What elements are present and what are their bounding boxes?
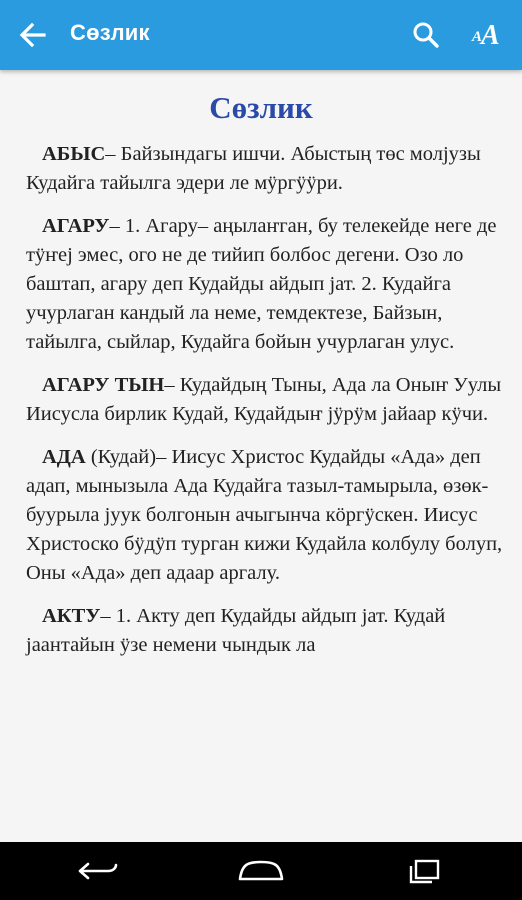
entry-term: АГАРУ ТЫН [42, 374, 165, 396]
back-button[interactable] [14, 17, 54, 53]
entry-definition: – 1. Акту деп Кудайды айдып јат. Кудай јаантайын ӱзе немени чындык ла [26, 605, 446, 656]
nav-back-button[interactable] [72, 856, 124, 886]
nav-home-icon [234, 856, 288, 886]
entry-definition: – Байзындагы ишчи. Абыстың төс молјузы Кудайга тайылга эдери ле мӱргӱӱри. [26, 143, 481, 194]
entry-definition: – 1. Агару– аңылаҥган, бу телекейде неге де тӱҥеј эмес, ого не де тийип болбос дегени. Озо ло баштап, агару деп Кудайды айдып јат. 2. Кудайга учурлаган кандый ла неме, темдектезе, Байзын, тайылга, сыйлар, Кудайга бойын учурлаган улус. [26, 215, 497, 353]
nav-recent-apps-icon [404, 856, 444, 886]
nav-recent-apps-button[interactable] [404, 856, 444, 886]
entry-term: АДА [42, 446, 86, 468]
nav-home-button[interactable] [234, 856, 288, 886]
glossary-entry [26, 140, 506, 198]
search-icon [408, 18, 444, 54]
page-title: Сөзлик [209, 90, 313, 125]
nav-back-icon [72, 856, 124, 886]
entry-definition: (Кудай)– Иисус Христос Кудайды «Ада» деп адап, мынызыла Ада Кудайга тазыл-тамырыла, өзөк-буурыла јуук болгонын ачыгынча кӧргӱскен. Иисус Христоско бӱдӱп турган кижи Кудайла колбулу болуп, Оны «Ада» деп адаар аргалу. [26, 446, 503, 584]
search-button[interactable] [408, 18, 444, 54]
glossary-content[interactable] [0, 70, 522, 842]
glossary-entry [26, 602, 506, 660]
font-size-icon-small: A [472, 29, 483, 45]
arrow-back-icon [14, 17, 54, 53]
entry-term: АКТУ [42, 605, 101, 627]
entry-term: АБЫС [42, 143, 106, 165]
glossary-entry [26, 443, 506, 588]
app-bar [0, 0, 522, 70]
system-navigation-bar [0, 842, 522, 900]
glossary-entry [26, 212, 506, 357]
entry-term: АГАРУ [42, 215, 110, 237]
glossary-entry [26, 371, 506, 429]
font-size-button[interactable] [468, 16, 510, 56]
app-bar-title: Сөзлик [70, 20, 150, 45]
font-size-icon: A [481, 20, 500, 51]
entry-definition: – Кудайдың Тыны, Ада ла Оныҥ Уулы Иисусла бирлик Кудай, Кудайдыҥ јӱрӱм јайаар кӱчи. [26, 374, 502, 425]
